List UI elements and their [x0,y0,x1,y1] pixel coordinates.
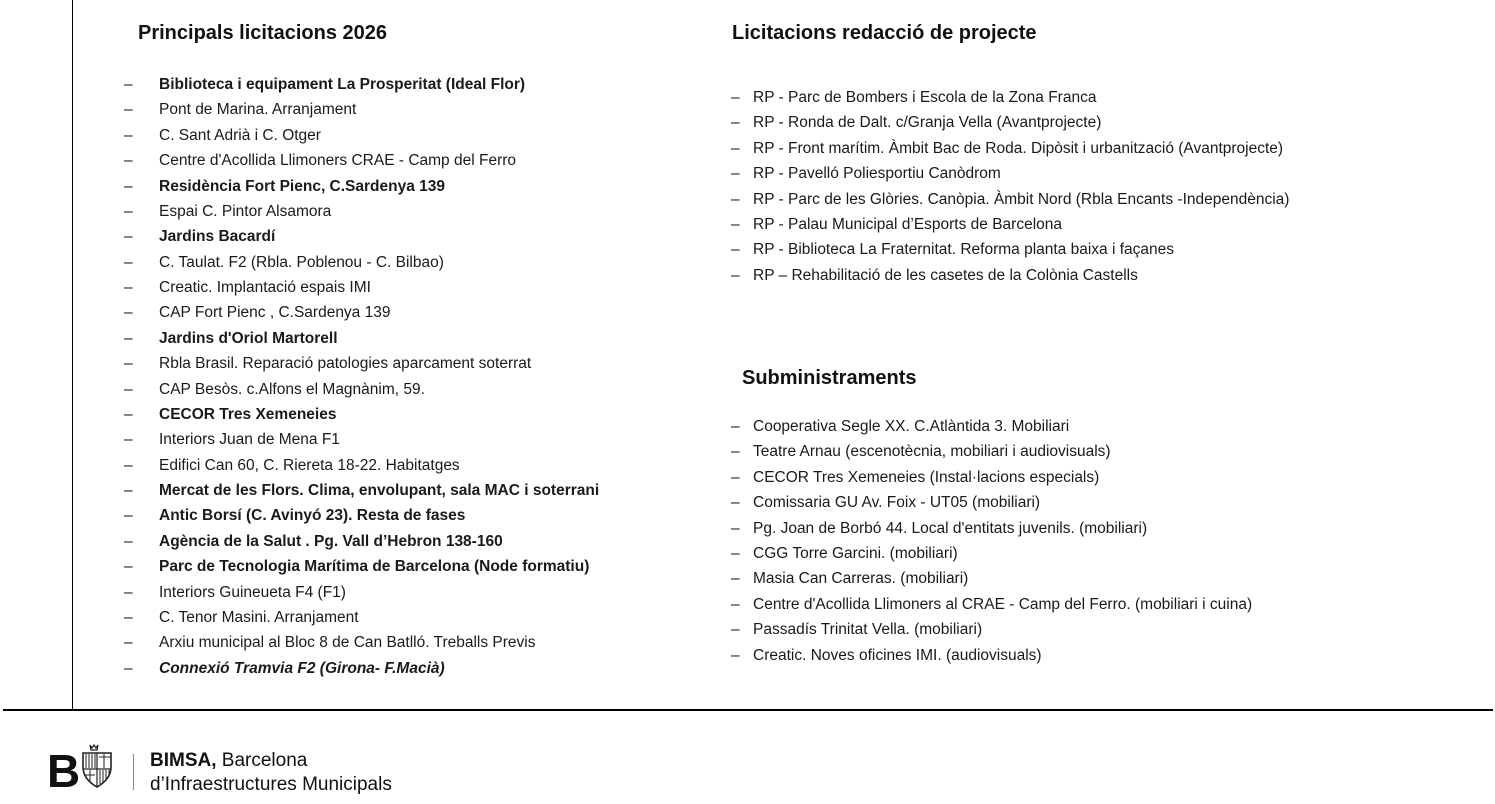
list-item [731,237,1431,262]
list-dash: – [731,519,740,537]
list-dash: – [731,418,740,435]
list-item [124,275,684,300]
footer-line-1 [150,749,392,773]
list-item-text: Parc de Tecnologia Marítima de Barcelona (Node formatiu) [159,558,590,576]
list-item [731,465,1431,490]
list-item [124,199,684,224]
left-margin-rule [72,0,73,711]
left-section-title: Principals licitacions 2026 [138,22,388,44]
list-item-text: Comissaria GU Av. Foix - UT05 (mobiliari) [753,494,1041,512]
list-item-text: RP - Biblioteca La Fraternitat. Reforma planta baixa i façanes [753,241,1175,259]
list-item-text: CAP Fort Pienc , C.Sardenya 139 [159,304,391,322]
list-item-text: Creatic. Noves oficines IMI. (audiovisuals) [753,646,1042,664]
list-item-text: C. Taulat. F2 (Rbla. Poblenou - C. Bilbao) [159,253,444,271]
list-item [124,224,684,249]
list-item [731,212,1431,237]
list-dash: – [731,621,740,639]
list-dash: – [124,456,133,474]
list-item [731,263,1431,288]
list-dash: – [124,405,133,423]
list-item [124,72,684,97]
list-item-text: CAP Besòs. c.Alfons el Magnànim, 59. [159,380,425,398]
list-dash: – [124,355,133,373]
list-item-text: Agència de la Salut . Pg. Vall d’Hebron 138-160 [159,532,503,550]
list-item [124,630,684,655]
list-dash: – [731,494,740,512]
list-item [731,566,1431,591]
list-dash: – [124,608,133,626]
list-item-text: RP - Ronda de Dalt. c/Granja Vella (Avantprojecte) [753,114,1102,132]
footer-city: Barcelona [216,750,308,771]
list-item-text: Connexió Tramvia F2 (Girona- F.Macià) [159,659,445,677]
list-item [124,377,684,402]
bimsa-logo-mark [47,740,117,796]
list-dash: – [124,634,133,652]
list-dash: – [124,177,133,195]
list-dash: – [124,152,133,170]
list-item [731,617,1431,642]
list-item-text: Residència Fort Pienc, C.Sardenya 139 [159,177,446,195]
list-item-text: Masia Can Carreras. (mobiliari) [753,570,969,588]
list-dash: – [731,468,740,486]
list-item-text: Cooperativa Segle XX. C.Atlàntida 3. Mobiliari [753,418,1070,435]
list-dash: – [124,253,133,271]
list-dash: – [731,241,740,259]
list-dash: – [731,139,740,157]
list-item [124,580,684,605]
list-dash: – [124,329,133,347]
list-dash: – [731,570,740,588]
list-item-text: RP - Palau Municipal d’Esports de Barcelona [753,215,1063,233]
footer-separator [133,754,134,790]
list-item-text: Jardins d'Oriol Martorell [159,329,338,347]
list-dash: – [124,431,133,449]
list-item [731,136,1431,161]
list-item [124,453,684,478]
list-item-text: Passadís Trinitat Vella. (mobiliari) [753,621,983,639]
list-item-text: RP - Pavelló Poliesportiu Canòdrom [753,165,1001,183]
list-item-text: CECOR Tres Xemeneies (Instal·lacions especials) [753,468,1100,486]
list-item [124,174,684,199]
list-dash: – [731,190,740,208]
projecte-section-title: Licitacions redacció de projecte [732,22,1037,44]
list-dash: – [731,215,740,233]
footer-divider [3,709,1493,711]
list-dash: – [124,380,133,398]
subministraments-section-title: Subministraments [742,367,917,389]
list-item-text: Teatre Arnau (escenotècnia, mobiliari i audiovisuals) [753,443,1111,461]
list-dash: – [124,228,133,246]
list-dash: – [731,646,740,664]
logo-letter: B [47,745,81,796]
footer-org-name [150,749,392,797]
list-item-text: Centre d'Acollida Llimoners CRAE - Camp del Ferro [159,152,517,170]
list-dash: – [124,279,133,296]
list-dash: – [124,76,133,93]
list-item [731,643,1431,668]
list-dash: – [731,443,740,461]
list-dash: – [124,583,133,601]
list-item-text: Interiors Guineueta F4 (F1) [159,583,346,601]
list-item [124,97,684,122]
list-item [124,478,684,503]
list-item-text: Espai C. Pintor Alsamora [159,202,332,220]
list-item [124,351,684,376]
list-item [124,503,684,528]
list-item [731,541,1431,566]
list-item [731,516,1431,541]
list-item-text: RP – Rehabilitació de les casetes de la Colònia Castells [753,266,1138,284]
list-dash: – [124,126,133,144]
list-item [124,326,684,351]
list-item-text: C. Tenor Masini. Arranjament [159,608,359,626]
list-item [731,439,1431,464]
list-item [124,123,684,148]
list-item-text: Rbla Brasil. Reparació patologies aparcament soterrat [159,355,532,373]
list-dash: – [731,595,740,613]
list-item-text: Centre d'Acollida Llimoners al CRAE - Camp del Ferro. (mobiliari i cuina) [753,595,1253,613]
licitacions-list [124,72,684,681]
list-item [124,250,684,275]
list-item [731,187,1431,212]
list-dash: – [124,659,133,677]
list-item-text: RP - Parc de Bombers i Escola de la Zona Franca [753,89,1097,106]
list-item-text: Mercat de les Flors. Clima, envolupant, sala MAC i soterrani [159,482,600,499]
list-item-text: CGG Torre Garcini. (mobiliari) [753,544,958,562]
list-dash: – [731,165,740,183]
list-item-text: Antic Borsí (C. Avinyó 23). Resta de fases [159,507,466,525]
list-item-text: Creatic. Implantació espais IMI [159,279,371,296]
list-item-text: Edifici Can 60, C. Riereta 18-22. Habitatges [159,456,460,474]
list-dash: – [731,266,740,284]
footer-line-2: d’Infraestructures Municipals [150,774,392,795]
list-dash: – [124,202,133,220]
list-item-text: Pg. Joan de Borbó 44. Local d'entitats juvenils. (mobiliari) [753,519,1148,537]
list-item [731,414,1431,439]
list-dash: – [124,101,133,119]
list-item-text: CECOR Tres Xemeneies [159,405,337,423]
list-item [731,110,1431,135]
list-item-text: Jardins Bacardí [159,228,276,246]
list-item-text: Pont de Marina. Arranjament [159,101,357,119]
list-item [124,656,684,681]
list-item-text: RP - Parc de les Glòries. Canòpia. Àmbit Nord (Rbla Encants -Independència) [753,190,1290,208]
list-item [124,300,684,325]
list-item-text: Interiors Juan de Mena F1 [159,431,340,449]
list-dash: – [124,507,133,525]
list-item [124,402,684,427]
list-item-text: RP - Front marítim. Àmbit Bac de Roda. Dipòsit i urbanització (Avantprojecte) [753,139,1284,157]
redaccio-projecte-list [731,85,1431,288]
list-item [731,592,1431,617]
list-item [731,85,1431,110]
list-item [124,554,684,579]
footer-brand: BIMSA, [150,750,217,771]
list-item-text: C. Sant Adrià i C. Otger [159,126,321,144]
list-item-text: Biblioteca i equipament La Prosperitat (Ideal Flor) [159,76,526,93]
list-item [124,529,684,554]
list-dash: – [124,304,133,322]
list-dash: – [731,114,740,132]
list-item [124,148,684,173]
list-item [731,490,1431,515]
list-dash: – [124,558,133,576]
list-item [731,161,1431,186]
list-dash: – [731,544,740,562]
barcelona-coat-of-arms-icon [83,745,111,787]
list-item [124,605,684,630]
subministraments-list [731,414,1431,668]
list-dash: – [731,89,740,106]
list-dash: – [124,532,133,550]
list-item-text: Arxiu municipal al Bloc 8 de Can Batlló. Treballs Previs [159,634,536,652]
bimsa-logo [47,740,117,796]
list-dash: – [124,482,133,499]
list-item [124,427,684,452]
